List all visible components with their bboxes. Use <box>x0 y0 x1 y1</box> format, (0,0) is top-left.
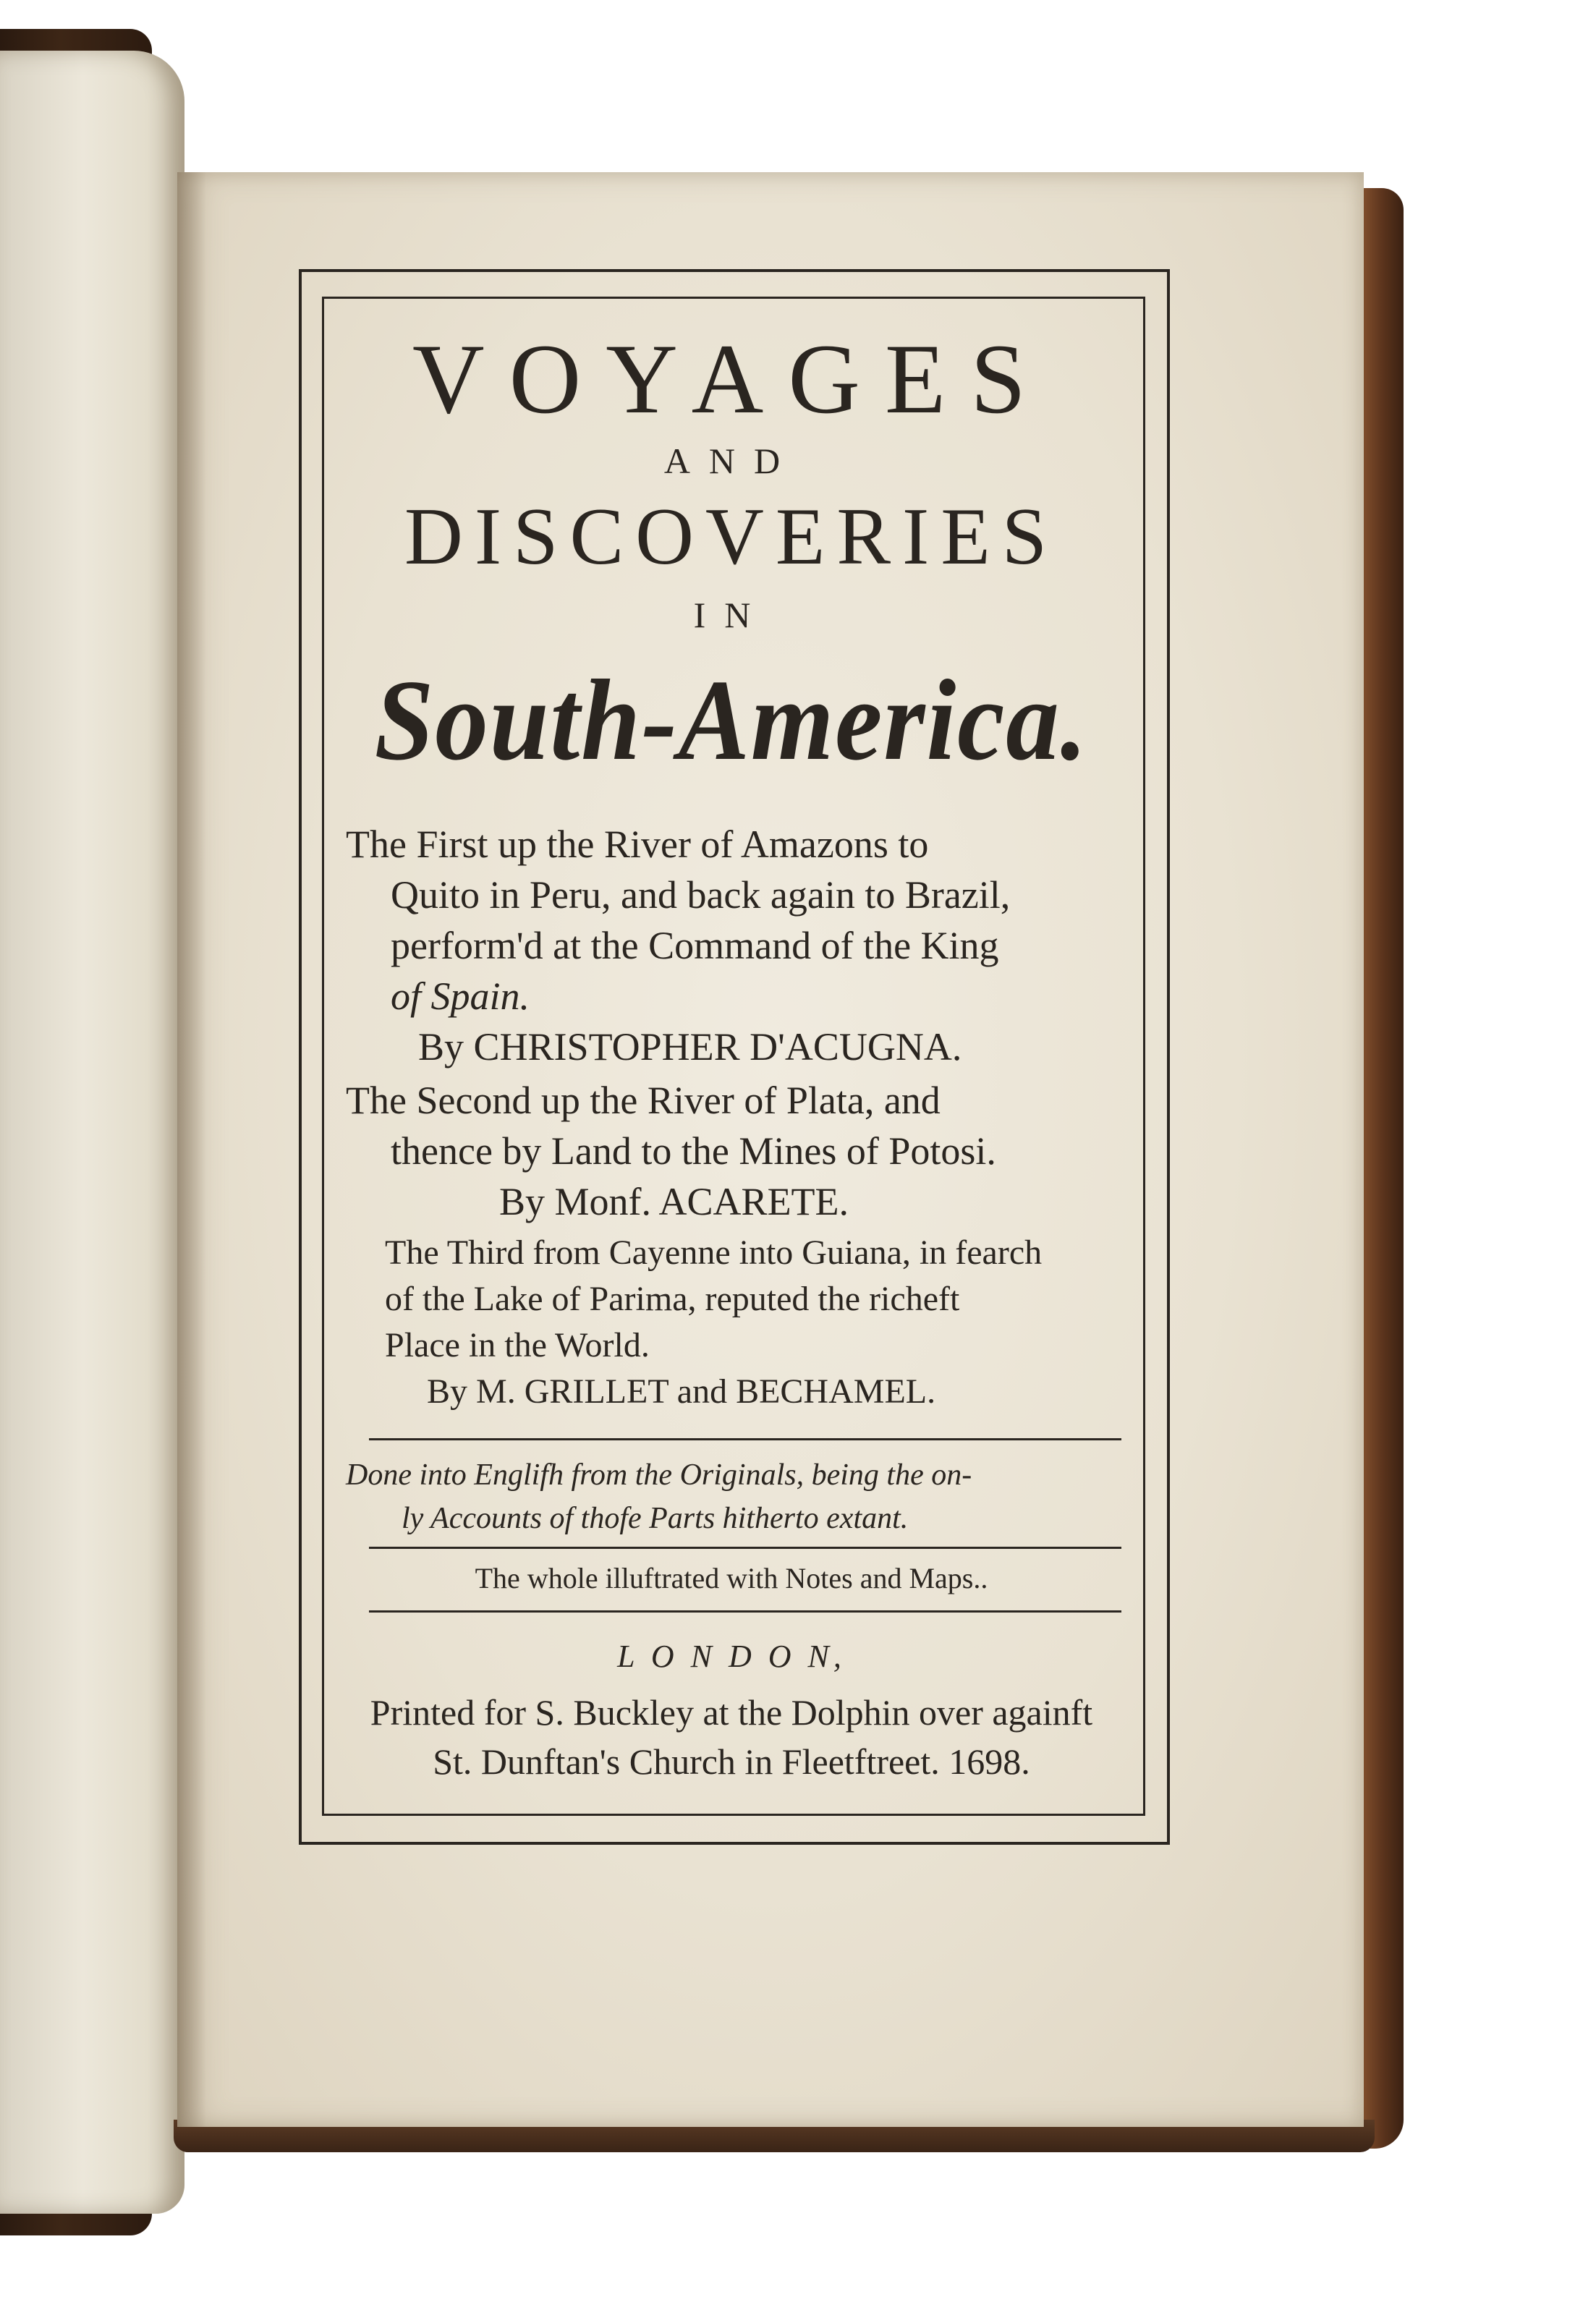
voyage2-line1: The Second up the River of Plata, and <box>346 1079 941 1122</box>
rule-1 <box>369 1438 1121 1440</box>
voyage3-author: By M. GRILLET and BECHAMEL. <box>427 1372 936 1411</box>
translation-note-line1: Done into Englifh from the Originals, being the on- <box>346 1458 972 1492</box>
page-gutter-shadow <box>177 172 206 2127</box>
title-discoveries: DISCOVERIES <box>404 492 1059 582</box>
title-south-america: South-America. <box>374 655 1089 784</box>
voyage2-author: By Monf. ACARETE. <box>499 1180 849 1223</box>
voyage3-line2: of the Lake of Parima, reputed the richeft <box>385 1280 960 1318</box>
title-and: AND <box>663 441 799 481</box>
title-voyages: VOYAGES <box>412 323 1051 434</box>
voyage1-line3: perform'd at the Command of the King <box>391 924 999 967</box>
rule-3 <box>369 1610 1121 1613</box>
illustration-note: The whole illuftrated with Notes and Maps.. <box>475 1562 988 1594</box>
imprint-line1: Printed for S. Buckley at the Dolphin over againft <box>370 1692 1093 1733</box>
voyage1-line2: Quito in Peru, and back again to Brazil, <box>391 873 1011 917</box>
voyage1-line4: of Spain. <box>391 974 530 1018</box>
title-in: IN <box>693 595 770 635</box>
voyage1-line1: The First up the River of Amazons to <box>346 823 929 866</box>
left-page-edge <box>0 51 184 2214</box>
translation-note-line2: ly Accounts of thofe Parts hitherto extant. <box>402 1502 909 1535</box>
imprint-line2: St. Dunftan's Church in Fleetftreet. 1698. <box>433 1741 1030 1782</box>
rule-2 <box>369 1547 1121 1549</box>
voyage3-line3: Place in the World. <box>385 1326 650 1364</box>
voyage1-author: By CHRISTOPHER D'ACUGNA. <box>418 1025 962 1069</box>
voyage2-line2: thence by Land to the Mines of Potosi. <box>391 1129 996 1173</box>
imprint-city: L O N D O N, <box>617 1639 846 1674</box>
voyage3-line1: The Third from Cayenne into Guiana, in fearch <box>385 1233 1043 1272</box>
